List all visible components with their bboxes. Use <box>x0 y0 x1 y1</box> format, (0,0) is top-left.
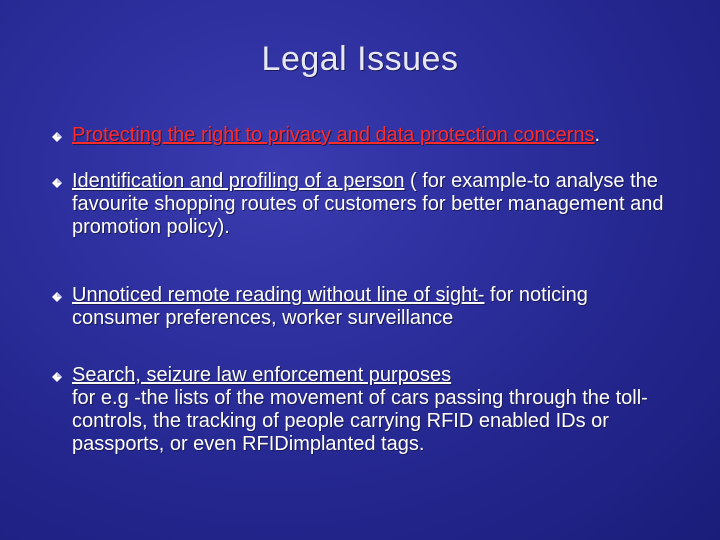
privacy-link[interactable]: Protecting the right to privacy and data protection concerns <box>72 124 595 146</box>
diamond-bullet-icon <box>52 132 62 142</box>
bullet-heading: Identification and profiling of a person <box>72 170 405 192</box>
bullet-body: for e.g -the lists of the movement of cars passing through the toll-controls, the tracking of people carrying RFID enabled IDs or passports, or even RFIDimplanted tags. <box>72 387 648 455</box>
diamond-bullet-icon <box>52 372 62 382</box>
bullet-text <box>72 364 672 456</box>
bullet-body: ( for example-to analyse the favourite shopping routes of customers for better management and promotion policy). <box>72 170 664 238</box>
bullet-text <box>72 124 672 147</box>
bullet-text <box>72 170 672 239</box>
bullet-text <box>72 284 672 330</box>
bullet-heading: Search, seizure law enforcement purposes <box>72 364 452 386</box>
bullet-suffix: . <box>594 124 601 146</box>
slide-title: Legal Issues <box>261 40 459 78</box>
bullet-heading: Unnoticed remote reading without line of sight- <box>72 284 485 306</box>
bullet-body: for noticing consumer preferences, worker surveillance <box>72 284 588 329</box>
diamond-bullet-icon <box>52 292 62 302</box>
diamond-bullet-icon <box>52 178 62 188</box>
